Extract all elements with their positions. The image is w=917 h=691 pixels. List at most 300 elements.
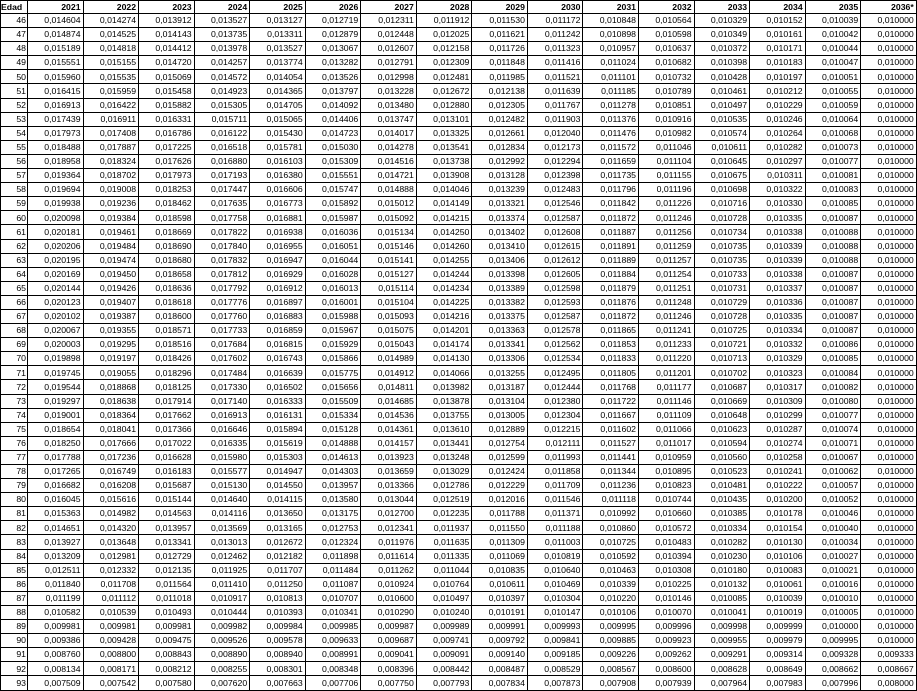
rate-cell: 0,018253: [139, 183, 195, 197]
table-row: [1, 14, 917, 28]
table-row: [1, 324, 917, 338]
rate-cell: 0,013659: [361, 465, 417, 479]
rate-cell: 0,015075: [361, 324, 417, 338]
rate-cell: 0,011199: [28, 591, 84, 605]
rate-cell: 0,012462: [194, 549, 250, 563]
rate-cell: 0,010535: [694, 112, 750, 126]
rate-cell: 0,010087: [805, 324, 861, 338]
rate-cell: 0,016938: [250, 225, 306, 239]
rate-cell: 0,011937: [416, 521, 472, 535]
rate-cell: 0,008890: [194, 648, 250, 662]
rate-cell: 0,010084: [805, 366, 861, 380]
header-cell-year: 2025: [250, 1, 306, 14]
rate-cell: 0,015711: [194, 112, 250, 126]
rate-cell: 0,011024: [583, 56, 639, 70]
rate-cell: 0,012599: [472, 450, 528, 464]
rate-cell: 0,016749: [83, 465, 139, 479]
rate-cell: 0,013187: [472, 380, 528, 394]
age-cell: 67: [1, 309, 28, 323]
rate-cell: 0,011344: [583, 465, 639, 479]
rate-cell: 0,011257: [639, 253, 695, 267]
rate-cell: 0,010000: [861, 620, 917, 634]
rate-cell: 0,013341: [472, 338, 528, 352]
rate-cell: 0,010000: [861, 239, 917, 253]
rate-cell: 0,016743: [250, 352, 306, 366]
rate-cell: 0,015619: [250, 436, 306, 450]
rate-cell: 0,012661: [472, 126, 528, 140]
rate-cell: 0,015092: [361, 211, 417, 225]
rate-cell: 0,017635: [194, 197, 250, 211]
rate-cell: 0,011887: [583, 225, 639, 239]
age-cell: 85: [1, 563, 28, 577]
rate-cell: 0,018296: [139, 366, 195, 380]
rate-cell: 0,009226: [583, 648, 639, 662]
table-row: [1, 676, 917, 690]
rate-cell: 0,015127: [361, 267, 417, 281]
table-row: [1, 422, 917, 436]
rate-cell: 0,017366: [139, 422, 195, 436]
rate-cell: 0,017973: [139, 169, 195, 183]
rate-cell: 0,013044: [361, 493, 417, 507]
rate-cell: 0,020123: [28, 295, 84, 309]
rate-cell: 0,017914: [139, 394, 195, 408]
rate-cell: 0,012158: [416, 42, 472, 56]
rate-cell: 0,012880: [416, 98, 472, 112]
rate-cell: 0,010687: [694, 380, 750, 394]
rate-cell: 0,013029: [416, 465, 472, 479]
rate-cell: 0,012519: [416, 493, 472, 507]
rate-cell: 0,010338: [750, 225, 806, 239]
rate-cell: 0,014215: [416, 211, 472, 225]
rate-cell: 0,014278: [361, 140, 417, 154]
rate-cell: 0,019426: [83, 281, 139, 295]
table-row: [1, 563, 917, 577]
rate-cell: 0,011521: [527, 70, 583, 84]
rate-cell: 0,018598: [139, 211, 195, 225]
rate-cell: 0,011976: [361, 535, 417, 549]
rate-cell: 0,011621: [472, 28, 528, 42]
rate-cell: 0,014412: [139, 42, 195, 56]
header-cell-year: 2031: [583, 1, 639, 14]
table-row: [1, 295, 917, 309]
rate-cell: 0,011259: [639, 239, 695, 253]
rate-cell: 0,009314: [750, 648, 806, 662]
rate-cell: 0,010731: [694, 281, 750, 295]
rate-cell: 0,012332: [83, 563, 139, 577]
rate-cell: 0,011256: [639, 225, 695, 239]
rate-cell: 0,011376: [583, 112, 639, 126]
age-cell: 64: [1, 267, 28, 281]
rate-cell: 0,013480: [361, 98, 417, 112]
rate-cell: 0,010212: [750, 84, 806, 98]
rate-cell: 0,010957: [583, 42, 639, 56]
rate-cell: 0,017792: [194, 281, 250, 295]
table-row: [1, 28, 917, 42]
rate-cell: 0,010081: [805, 169, 861, 183]
rate-cell: 0,009991: [472, 620, 528, 634]
rate-cell: 0,013228: [361, 84, 417, 98]
rate-cell: 0,013569: [194, 521, 250, 535]
rate-cell: 0,016208: [83, 479, 139, 493]
rate-cell: 0,010132: [694, 577, 750, 591]
rate-cell: 0,020169: [28, 267, 84, 281]
rate-cell: 0,010064: [805, 112, 861, 126]
rate-cell: 0,010728: [694, 309, 750, 323]
rate-cell: 0,014320: [83, 521, 139, 535]
rate-cell: 0,008667: [861, 662, 917, 676]
rate-cell: 0,007983: [750, 676, 806, 690]
header-cell-year: 2022: [83, 1, 139, 14]
rate-cell: 0,010000: [861, 634, 917, 648]
rate-cell: 0,010106: [750, 549, 806, 563]
rate-cell: 0,018250: [28, 436, 84, 450]
rate-cell: 0,011118: [583, 493, 639, 507]
rate-cell: 0,016122: [194, 126, 250, 140]
rate-cell: 0,009741: [416, 634, 472, 648]
rate-cell: 0,018364: [83, 408, 139, 422]
rate-cell: 0,012111: [527, 436, 583, 450]
rate-cell: 0,008760: [28, 648, 84, 662]
header-row: [1, 1, 917, 14]
rate-cell: 0,010895: [639, 465, 695, 479]
rate-cell: 0,013101: [416, 112, 472, 126]
rate-cell: 0,011262: [361, 563, 417, 577]
rate-cell: 0,010317: [750, 380, 806, 394]
table-row: [1, 338, 917, 352]
rate-cell: 0,017887: [83, 140, 139, 154]
rate-cell: 0,010000: [861, 225, 917, 239]
age-cell: 86: [1, 577, 28, 591]
rate-cell: 0,010000: [861, 549, 917, 563]
rate-cell: 0,008991: [305, 648, 361, 662]
table-row: [1, 126, 917, 140]
rate-cell: 0,012753: [305, 521, 361, 535]
rate-cell: 0,010083: [750, 563, 806, 577]
age-cell: 77: [1, 450, 28, 464]
table-row: [1, 450, 917, 464]
header-cell-year: 2021: [28, 1, 84, 14]
rate-cell: 0,010493: [139, 605, 195, 619]
rate-cell: 0,010000: [861, 324, 917, 338]
rate-cell: 0,017193: [194, 169, 250, 183]
rate-cell: 0,019055: [83, 366, 139, 380]
rate-cell: 0,017832: [194, 253, 250, 267]
rate-cell: 0,011767: [527, 98, 583, 112]
rate-cell: 0,015988: [305, 309, 361, 323]
header-cell-year: 2036*: [861, 1, 917, 14]
rate-cell: 0,010087: [805, 281, 861, 295]
rate-cell: 0,010637: [639, 42, 695, 56]
rate-cell: 0,016183: [139, 465, 195, 479]
rate-cell: 0,010000: [861, 408, 917, 422]
rate-cell: 0,010074: [805, 422, 861, 436]
rate-cell: 0,015781: [250, 140, 306, 154]
rate-cell: 0,020144: [28, 281, 84, 295]
rate-cell: 0,014720: [139, 56, 195, 70]
rate-cell: 0,016911: [83, 112, 139, 126]
rate-cell: 0,017265: [28, 465, 84, 479]
table-row: [1, 112, 917, 126]
rate-cell: 0,010000: [861, 450, 917, 464]
table-body: [1, 14, 917, 691]
rate-cell: 0,010059: [805, 98, 861, 112]
rate-cell: 0,010000: [861, 605, 917, 619]
rate-cell: 0,011865: [583, 324, 639, 338]
rate-cell: 0,010010: [805, 591, 861, 605]
rate-cell: 0,013978: [194, 42, 250, 56]
rate-cell: 0,015144: [139, 493, 195, 507]
rate-cell: 0,018669: [139, 225, 195, 239]
rate-cell: 0,010481: [694, 479, 750, 493]
rate-cell: 0,010077: [805, 408, 861, 422]
rate-cell: 0,013306: [472, 352, 528, 366]
rate-cell: 0,012700: [361, 507, 417, 521]
rate-cell: 0,016333: [250, 394, 306, 408]
rate-cell: 0,007580: [139, 676, 195, 690]
table-row: [1, 169, 917, 183]
rate-cell: 0,011602: [583, 422, 639, 436]
table-row: [1, 225, 917, 239]
rate-cell: 0,012324: [305, 535, 361, 549]
rate-cell: 0,017733: [194, 324, 250, 338]
rate-cell: 0,011891: [583, 239, 639, 253]
rate-cell: 0,015334: [305, 408, 361, 422]
rate-cell: 0,011254: [639, 267, 695, 281]
rate-cell: 0,010335: [750, 309, 806, 323]
rate-cell: 0,011323: [527, 42, 583, 56]
rate-cell: 0,010000: [861, 126, 917, 140]
rate-cell: 0,010338: [750, 267, 806, 281]
rate-cell: 0,019898: [28, 352, 84, 366]
rate-cell: 0,017022: [139, 436, 195, 450]
rate-cell: 0,012495: [527, 366, 583, 380]
rate-cell: 0,010675: [694, 169, 750, 183]
rate-cell: 0,015960: [28, 70, 84, 84]
age-cell: 58: [1, 183, 28, 197]
rate-cell: 0,009989: [416, 620, 472, 634]
age-cell: 93: [1, 676, 28, 690]
rate-cell: 0,011250: [250, 577, 306, 591]
rate-cell: 0,010789: [639, 84, 695, 98]
rate-cell: 0,011196: [639, 183, 695, 197]
rate-cell: 0,020102: [28, 309, 84, 323]
table-row: [1, 309, 917, 323]
rate-cell: 0,009041: [361, 648, 417, 662]
rate-cell: 0,010067: [805, 450, 861, 464]
rate-cell: 0,010000: [861, 211, 917, 225]
rate-cell: 0,010735: [694, 253, 750, 267]
rate-cell: 0,016502: [250, 380, 306, 394]
rate-cell: 0,010000: [861, 56, 917, 70]
rate-cell: 0,011659: [583, 154, 639, 168]
rate-cell: 0,016639: [250, 366, 306, 380]
rate-cell: 0,018462: [139, 197, 195, 211]
rate-cell: 0,013908: [416, 169, 472, 183]
header-cell-year: 2033: [694, 1, 750, 14]
rate-cell: 0,010435: [694, 493, 750, 507]
rate-cell: 0,010241: [750, 465, 806, 479]
rate-cell: 0,012040: [527, 126, 583, 140]
rate-cell: 0,009999: [750, 620, 806, 634]
rate-cell: 0,013321: [472, 197, 528, 211]
rate-cell: 0,010311: [750, 169, 806, 183]
rate-cell: 0,012341: [361, 521, 417, 535]
table-row: [1, 56, 917, 70]
rate-cell: 0,016103: [250, 154, 306, 168]
rate-cell: 0,010308: [639, 563, 695, 577]
rate-cell: 0,009995: [805, 634, 861, 648]
rate-cell: 0,011884: [583, 267, 639, 281]
rate-cell: 0,012981: [83, 549, 139, 563]
rate-cell: 0,010682: [639, 56, 695, 70]
rate-cell: 0,015987: [305, 211, 361, 225]
rate-cell: 0,018488: [28, 140, 84, 154]
rate-cell: 0,011707: [250, 563, 306, 577]
rate-cell: 0,010087: [805, 295, 861, 309]
table-row: [1, 366, 917, 380]
rate-cell: 0,014525: [83, 28, 139, 42]
rate-cell: 0,011410: [194, 577, 250, 591]
rate-cell: 0,010397: [472, 591, 528, 605]
age-cell: 59: [1, 197, 28, 211]
rate-cell: 0,010000: [861, 28, 917, 42]
rate-cell: 0,010813: [250, 591, 306, 605]
rate-cell: 0,017484: [194, 366, 250, 380]
rate-cell: 0,010337: [750, 281, 806, 295]
rate-cell: 0,011735: [583, 169, 639, 183]
rate-cell: 0,011241: [639, 324, 695, 338]
rate-cell: 0,010000: [861, 507, 917, 521]
rate-cell: 0,018636: [139, 281, 195, 295]
rate-cell: 0,011889: [583, 253, 639, 267]
table-row: [1, 42, 917, 56]
table-row: [1, 507, 917, 521]
rate-cell: 0,013878: [416, 394, 472, 408]
rate-cell: 0,011667: [583, 408, 639, 422]
rate-cell: 0,011146: [639, 394, 695, 408]
rate-cell: 0,017840: [194, 239, 250, 253]
rate-cell: 0,010085: [805, 197, 861, 211]
age-cell: 76: [1, 436, 28, 450]
rate-cell: 0,011185: [583, 84, 639, 98]
rate-cell: 0,008567: [583, 662, 639, 676]
rate-cell: 0,016883: [250, 309, 306, 323]
rate-cell: 0,015305: [194, 98, 250, 112]
rate-cell: 0,010349: [694, 28, 750, 42]
rate-cell: 0,010197: [750, 70, 806, 84]
rate-cell: 0,013255: [472, 366, 528, 380]
rate-cell: 0,015012: [361, 197, 417, 211]
rate-cell: 0,010055: [805, 84, 861, 98]
table-row: [1, 479, 917, 493]
rate-cell: 0,010497: [694, 98, 750, 112]
rate-cell: 0,016415: [28, 84, 84, 98]
rate-cell: 0,013389: [472, 281, 528, 295]
rate-cell: 0,010982: [639, 126, 695, 140]
rate-cell: 0,010716: [694, 197, 750, 211]
rate-cell: 0,010000: [861, 309, 917, 323]
rate-cell: 0,007908: [583, 676, 639, 690]
rate-cell: 0,010819: [527, 549, 583, 563]
rate-cell: 0,009386: [28, 634, 84, 648]
rate-cell: 0,019297: [28, 394, 84, 408]
age-cell: 49: [1, 56, 28, 70]
rate-cell: 0,009185: [527, 648, 583, 662]
rate-cell: 0,010385: [694, 507, 750, 521]
rate-cell: 0,015114: [361, 281, 417, 295]
rate-cell: 0,011248: [639, 295, 695, 309]
rate-cell: 0,011242: [527, 28, 583, 42]
rate-cell: 0,013282: [305, 56, 361, 70]
rate-cell: 0,014216: [416, 309, 472, 323]
rate-cell: 0,010330: [750, 197, 806, 211]
rate-cell: 0,014874: [28, 28, 84, 42]
rate-cell: 0,010019: [750, 605, 806, 619]
rate-cell: 0,013382: [472, 295, 528, 309]
rate-cell: 0,007706: [305, 676, 361, 690]
rate-cell: 0,011872: [583, 309, 639, 323]
rate-cell: 0,016859: [250, 324, 306, 338]
rate-cell: 0,009985: [305, 620, 361, 634]
rate-cell: 0,012562: [527, 338, 583, 352]
rate-cell: 0,014234: [416, 281, 472, 295]
rate-cell: 0,015093: [361, 309, 417, 323]
rate-cell: 0,011246: [639, 309, 695, 323]
rate-cell: 0,010000: [861, 84, 917, 98]
rate-cell: 0,014255: [416, 253, 472, 267]
rate-cell: 0,009526: [194, 634, 250, 648]
rate-cell: 0,016131: [250, 408, 306, 422]
rate-cell: 0,014705: [250, 98, 306, 112]
rate-cell: 0,010052: [805, 493, 861, 507]
rate-cell: 0,011044: [416, 563, 472, 577]
rate-cell: 0,020206: [28, 239, 84, 253]
rate-cell: 0,009262: [639, 648, 695, 662]
rate-cell: 0,010000: [861, 352, 917, 366]
rate-cell: 0,009981: [83, 620, 139, 634]
rate-cell: 0,010334: [750, 324, 806, 338]
rate-cell: 0,014260: [416, 239, 472, 253]
rate-cell: 0,013067: [305, 42, 361, 56]
rate-cell: 0,017140: [194, 394, 250, 408]
rate-cell: 0,010336: [750, 295, 806, 309]
rate-cell: 0,014017: [361, 126, 417, 140]
rate-cell: 0,010000: [861, 70, 917, 84]
rate-cell: 0,017758: [194, 211, 250, 225]
rate-cell: 0,011246: [639, 211, 695, 225]
rate-cell: 0,010582: [28, 605, 84, 619]
table-row: [1, 253, 917, 267]
rate-cell: 0,010180: [694, 563, 750, 577]
rate-cell: 0,010398: [694, 56, 750, 70]
rate-cell: 0,010000: [861, 281, 917, 295]
rate-cell: 0,010000: [861, 197, 917, 211]
rate-cell: 0,015303: [250, 450, 306, 464]
rate-cell: 0,010000: [861, 140, 917, 154]
rate-cell: 0,010087: [805, 309, 861, 323]
rate-cell: 0,009923: [639, 634, 695, 648]
rate-cell: 0,012309: [416, 56, 472, 70]
rate-cell: 0,010229: [750, 98, 806, 112]
rate-cell: 0,010039: [805, 14, 861, 28]
rate-cell: 0,010087: [805, 211, 861, 225]
rate-cell: 0,010702: [694, 366, 750, 380]
rate-cell: 0,015866: [305, 352, 361, 366]
rate-cell: 0,011278: [583, 98, 639, 112]
rate-cell: 0,010744: [639, 493, 695, 507]
rate-cell: 0,010000: [861, 394, 917, 408]
rate-cell: 0,014257: [194, 56, 250, 70]
